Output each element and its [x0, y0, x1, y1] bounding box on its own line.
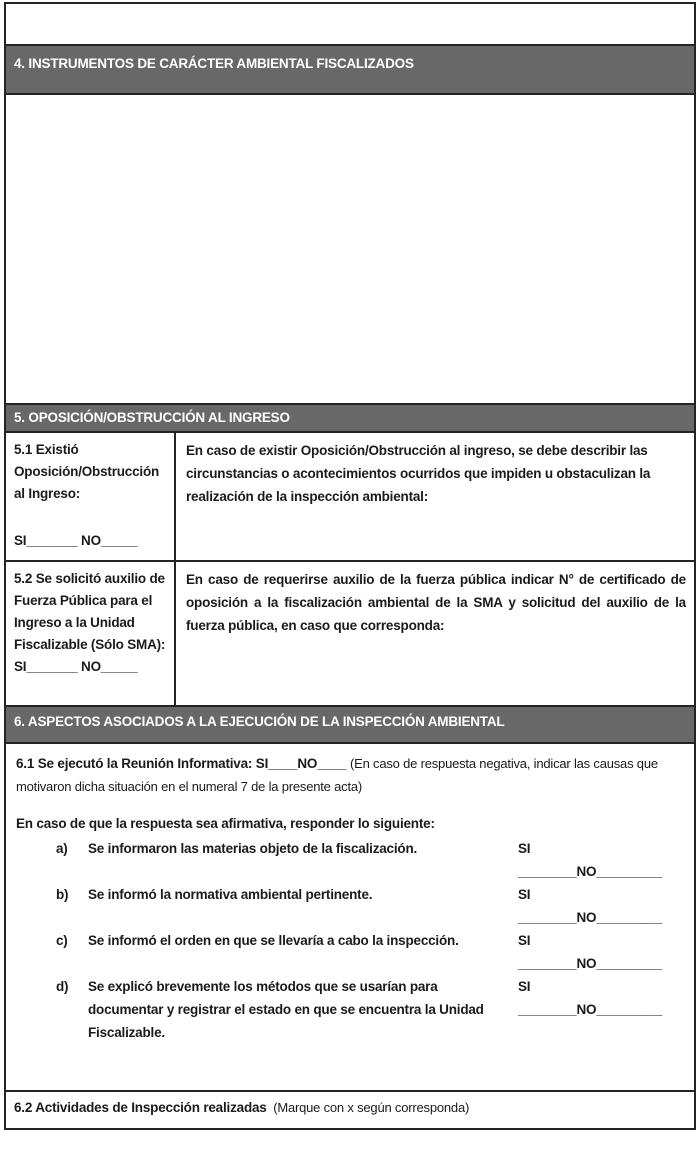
question-5-2-description: En caso de requerirse auxilio de la fuerza pública indicar N° de certificado de oposición a la fiscalización ambiental de la SMA y solicitud del auxilio de la fuerza pública, en caso que corresponda: [186, 572, 686, 633]
answer-5-2-cell [176, 562, 694, 705]
row-5-1 [4, 431, 696, 562]
item-d-no-blank: ________NO_________ [518, 1002, 663, 1017]
item-b-answer [518, 883, 686, 929]
question-5-1-cell [6, 433, 176, 560]
checklist [16, 837, 686, 1044]
item-b-no-blank: ________NO_________ [518, 910, 663, 925]
item-b-text: Se informó la normativa ambiental pertinente. [88, 887, 373, 902]
item-b-letter: b) [56, 887, 69, 902]
question-6-2-note: (Marque con x según corresponda) [273, 1100, 470, 1115]
section-6-header [4, 705, 696, 744]
section-5-header [4, 403, 696, 433]
item-c-text: Se informó el orden en que se llevaría a cabo la inspección. [88, 933, 459, 948]
section-6-title: 6. ASPECTOS ASOCIADOS A LA EJECUCIÓN DE LA INSPECCIÓN AMBIENTAL [14, 714, 505, 729]
question-6-1-box [4, 742, 696, 1092]
item-a-letter: a) [56, 841, 68, 856]
affirmative-intro: En caso de que la respuesta sea afirmativa, responder lo siguiente: [16, 816, 435, 831]
item-c-si-blank: SI [518, 933, 531, 948]
item-b-si-blank: SI [518, 887, 531, 902]
checklist-item-a [16, 837, 686, 883]
item-c-no-blank: ________NO_________ [518, 956, 663, 971]
item-a-no-blank: ________NO_________ [518, 864, 663, 879]
item-d-letter: d) [56, 979, 69, 994]
item-d-si-blank: SI [518, 979, 531, 994]
question-5-2-label: 5.2 Se solicitó auxilio de Fuerza Pública para el Ingreso a la Unidad Fiscalizable (Sólo SMA): [14, 571, 166, 652]
question-6-2-label: 6.2 Actividades de Inspección realizadas [14, 1100, 267, 1115]
checklist-item-b [16, 883, 686, 929]
item-a-answer [518, 837, 686, 883]
checklist-item-d [16, 975, 686, 1044]
section-5-title: 5. OPOSICIÓN/OBSTRUCCIÓN AL INGRESO [14, 410, 290, 425]
item-c-answer [518, 929, 686, 975]
answer-5-1-cell [176, 433, 694, 560]
question-5-2-cell [6, 562, 176, 705]
checklist-item-c [16, 929, 686, 975]
section-4-title: 4. INSTRUMENTOS DE CARÁCTER AMBIENTAL FISCALIZADOS [14, 56, 414, 71]
scanned-form-page [4, 2, 696, 1130]
question-6-2-row [4, 1090, 696, 1130]
question-6-1-label: 6.1 Se ejecutó la Reunión Informativa: SI____NO____ [16, 756, 347, 771]
question-6-1-note: (En caso de respuesta negativa, indicar las causas que motivaron dicha situación en el numeral 7 de la presente acta) [16, 756, 658, 794]
item-a-text: Se informaron las materias objeto de la fiscalización. [88, 841, 418, 856]
item-c-letter: c) [56, 933, 68, 948]
question-5-2-si-no-blank: SI_______ NO_____ [14, 659, 138, 674]
section-4-empty-field [4, 93, 696, 405]
item-d-text: Se explicó brevemente los métodos que se usarían para documentar y registrar el estado en que se encuentra la Unidad Fiscalizable. [88, 979, 484, 1040]
item-a-si-blank: SI [518, 841, 531, 856]
item-d-answer [518, 975, 686, 1021]
question-6-1-line [16, 752, 686, 798]
previous-section-empty-box [4, 2, 696, 46]
section-4-header [4, 44, 696, 95]
row-5-2 [4, 560, 696, 707]
question-5-1-si-no-blank: SI_______ NO_____ [14, 533, 138, 548]
question-5-1-description: En caso de existir Oposición/Obstrucción al ingreso, se debe describir las circunstancias o acontecimientos ocurridos que impiden u obstaculizan la realización de la inspección ambiental: [186, 443, 651, 504]
question-5-1-label: 5.1 Existió Oposición/Obstrucción al Ingreso: [14, 442, 160, 501]
